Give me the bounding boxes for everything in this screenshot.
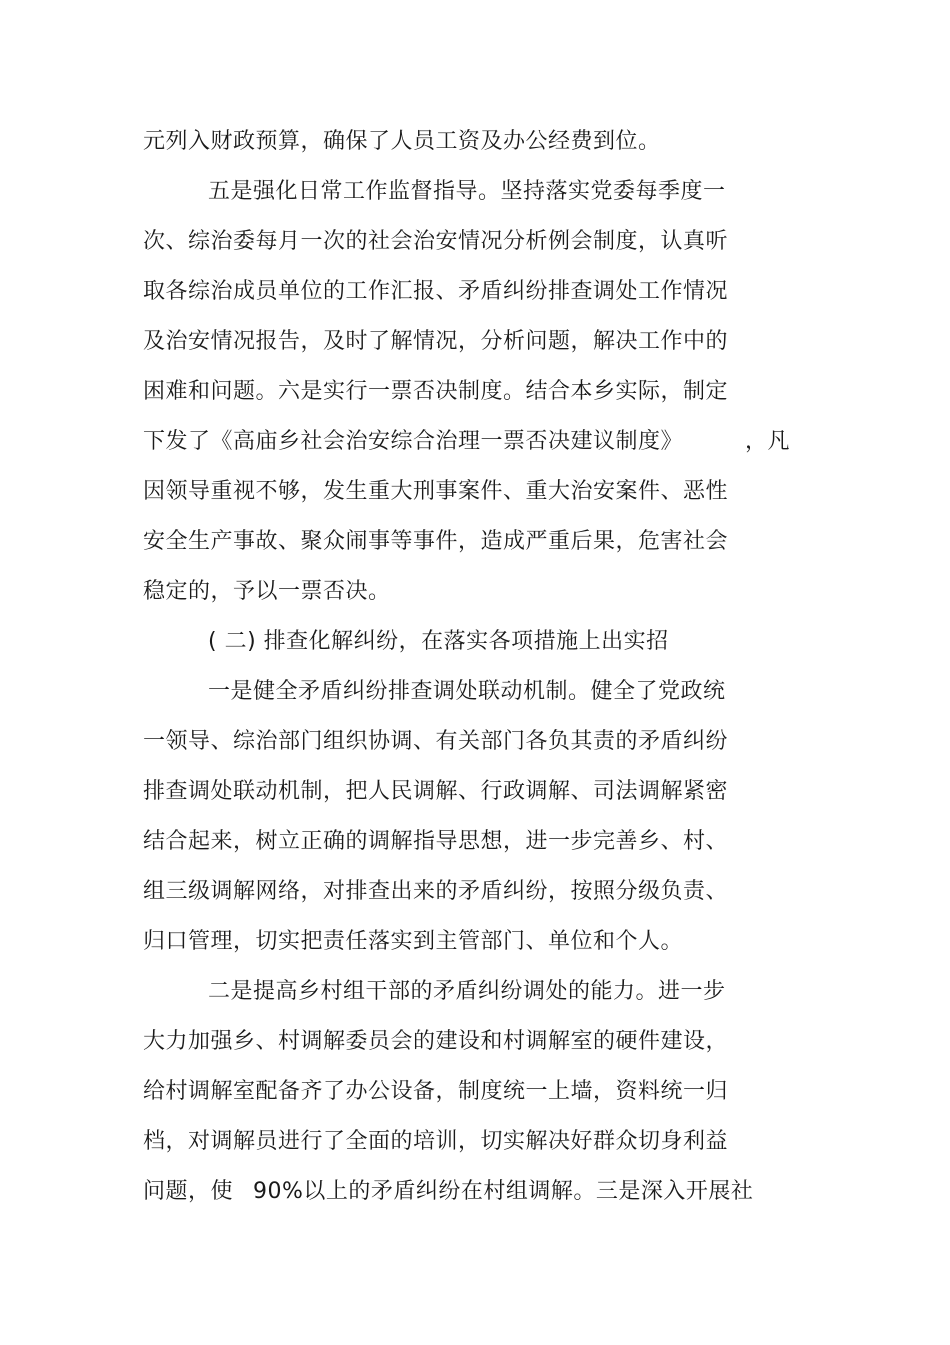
text-line: 及治安情况报告，及时了解情况，分析问题，解决工作中的 <box>143 329 729 354</box>
text-line <box>143 1177 753 1207</box>
paragraph-start-line: 一是健全矛盾纠纷排查调处联动机制。健全了党政统 <box>208 679 726 704</box>
text-line: 安全生产事故、聚众闹事等事件，造成严重后果，危害社会 <box>143 529 729 554</box>
text-line: 结合起来，树立正确的调解指导思想，进一步完善乡、村、 <box>143 829 729 854</box>
text-line: 档，对调解员进行了全面的培训，切实解决好群众切身利益 <box>143 1129 729 1154</box>
text-line: 元列入财政预算，确保了人员工资及办公经费到位。 <box>143 129 661 154</box>
paragraph-start-line: 五是强化日常工作监督指导。坚持落实党委每季度一 <box>208 179 726 204</box>
text-line <box>143 427 790 457</box>
text-line: 排查调处联动机制，把人民调解、行政调解、司法调解紧密 <box>143 779 729 804</box>
paragraph-start-line: 二是提高乡村组干部的矛盾纠纷调处的能力。进一步 <box>208 979 726 1004</box>
text-line: 取各综治成员单位的工作汇报、矛盾纠纷排查调处工作情况 <box>143 279 729 304</box>
text-line: 因领导重视不够，发生重大刑事案件、重大治安案件、恶性 <box>143 479 729 504</box>
text-line: 组三级调解网络，对排查出来的矛盾纠纷，按照分级负责、 <box>143 879 729 904</box>
section-heading: ( 二) 排查化解纠纷，在落实各项措施上出实招 <box>208 629 669 654</box>
text-line: 归口管理，切实把责任落实到主管部门、单位和个人。 <box>143 929 684 954</box>
text-line: 给村调解室配备齐了办公设备，制度统一上墙，资料统一归 <box>143 1079 729 1104</box>
text-segment: 问题，使 <box>143 1179 234 1204</box>
text-line: 次、综治委每月一次的社会治安情况分析例会制度，认真听 <box>143 229 729 254</box>
text-line: 困难和问题。六是实行一票否决制度。结合本乡实际，制定 <box>143 379 729 404</box>
text-segment: 下发了《高庙乡社会治安综合治理一票否决建议制度》 <box>143 429 684 454</box>
text-line: 一领导、综治部门组织协调、有关部门各负其责的矛盾纠纷 <box>143 729 729 754</box>
text-line: 大力加强乡、村调解委员会的建设和村调解室的硬件建设， <box>143 1029 729 1054</box>
text-segment: 90%以上的矛盾纠纷在村组调解。三是深入开展社 <box>253 1179 754 1204</box>
text-segment: ，凡 <box>745 429 791 454</box>
text-line: 稳定的，予以一票否决。 <box>143 579 391 604</box>
